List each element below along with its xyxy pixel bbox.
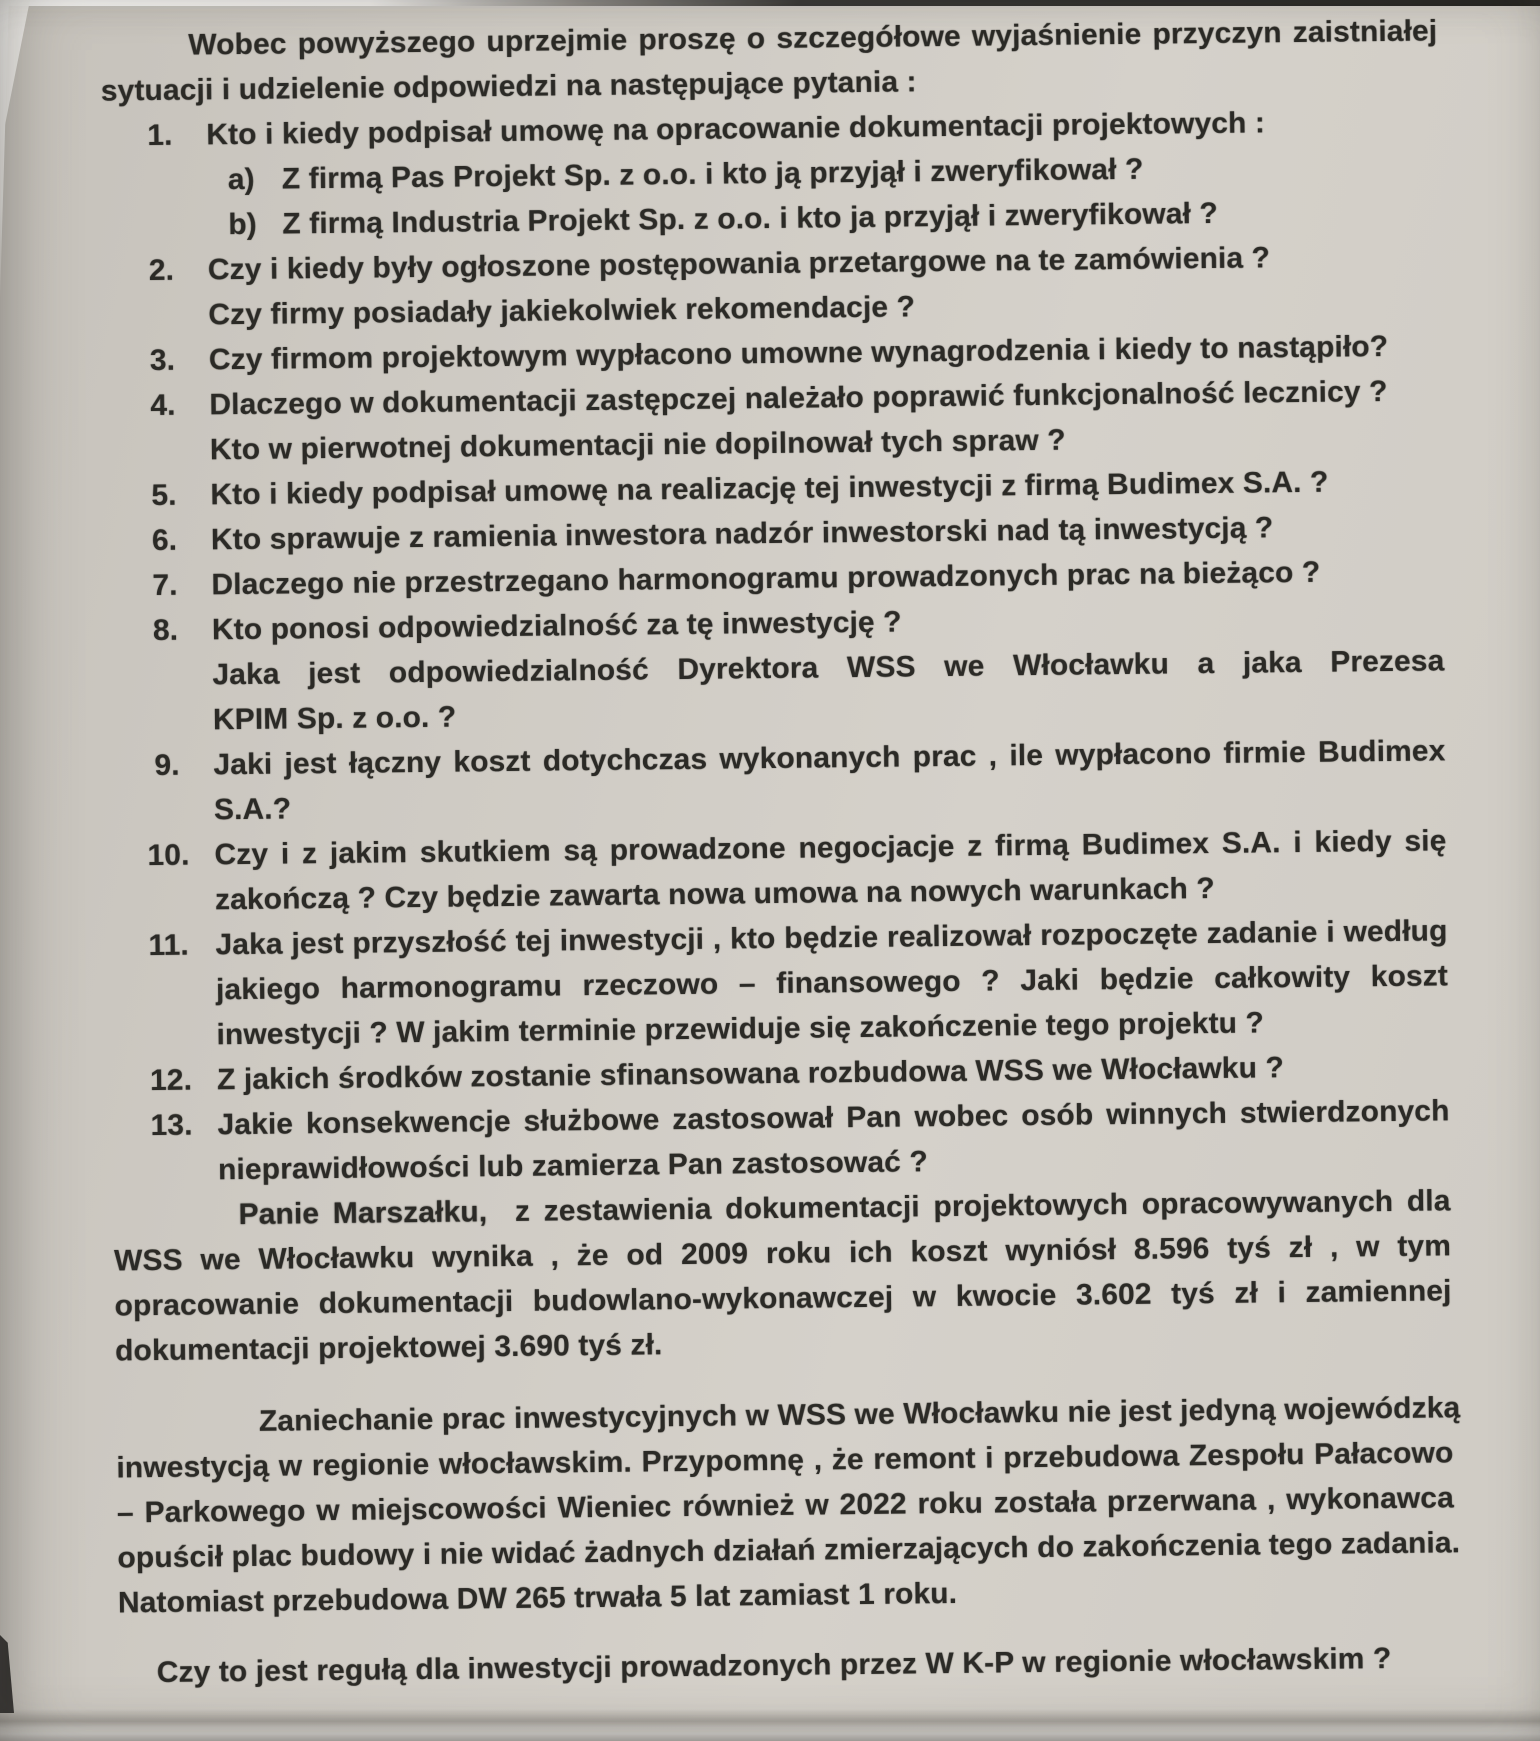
question-item-4 bbox=[104, 368, 1442, 473]
question-number: 13. bbox=[150, 1108, 193, 1143]
question-number: 1. bbox=[147, 118, 173, 153]
paragraph-marszalku-line-2: WSS we Włocławku wynika , że od 2009 roku ich koszt wyniósł 8.596 tyś zł , w tym bbox=[113, 1229, 1452, 1278]
question-line: nieprawidłowości lub zamierza Pan zastosować ? bbox=[217, 1145, 928, 1187]
question-line: Jaki jest łączny koszt dotychczas wykonanych prac , ile wypłacono firmie Budimex bbox=[213, 734, 1446, 782]
question-number: 12. bbox=[149, 1063, 193, 1098]
paragraph-zaniechanie-line-5: Natomiast przebudowa DW 265 trwała 5 lat zamiast 1 roku. bbox=[117, 1576, 958, 1620]
paragraph-zaniechanie bbox=[116, 1385, 1461, 1625]
subitem-text: Z firmą Pas Projekt Sp. z o.o. i kto ją przyjął i zweryfikował ? bbox=[281, 152, 1144, 196]
question-line: Kto ponosi odpowiedzialność za tę inwestycję ? bbox=[211, 605, 902, 647]
question-item-2 bbox=[103, 233, 1441, 338]
question-number: 6. bbox=[151, 523, 178, 558]
question-line: Dlaczego w dokumentacji zastępczej należało poprawić funkcjonalność lecznicy ? bbox=[209, 375, 1388, 422]
question-line: Z jakich środków zostanie sfinansowana rozbudowa WSS we Włocławku ? bbox=[216, 1051, 1285, 1097]
question-item-11 bbox=[110, 908, 1448, 1058]
question-number: 7. bbox=[152, 568, 178, 603]
paragraph-marszalku bbox=[113, 1178, 1452, 1373]
question-number: 2. bbox=[148, 253, 175, 288]
photo-corner-bottom-left bbox=[0, 1635, 14, 1713]
question-line: Kto i kiedy podpisał umowę na realizację tej inwestycji z firmą Budimex S.A. ? bbox=[210, 465, 1329, 512]
question-number: 3. bbox=[149, 343, 176, 378]
question-line: Kto w pierwotnej dokumentacji nie dopilnował tych spraw ? bbox=[209, 423, 1066, 467]
question-number: 8. bbox=[152, 613, 179, 648]
photo-edge-top bbox=[0, 0, 1540, 6]
paragraph-marszalku-line-3: opracowanie dokumentacji budowlano-wykonawczej w kwocie 3.602 tyś zł i zamiennej bbox=[114, 1274, 1452, 1323]
question-line: Czy firmom projektowym wypłacono umowne wynagrodzenia i kiedy to nastąpiło? bbox=[208, 329, 1389, 377]
question-line: zakończą ? Czy będzie zawarta nowa umowa na nowych warunkach ? bbox=[214, 871, 1215, 917]
question-line: inwestycji ? W jakim terminie przewiduje się zakończenie tego projektu ? bbox=[216, 1006, 1265, 1052]
subitem-marker: b) bbox=[228, 207, 258, 242]
photo-edge-bottom bbox=[0, 1709, 1540, 1741]
question-line: Kto i kiedy podpisał umowę na opracowanie dokumentacji projektowych : bbox=[206, 106, 1266, 152]
subitem-text: Z firmą Industria Projekt Sp. z o.o. i kto ja przyjął i zweryfikował ? bbox=[282, 196, 1219, 241]
paragraph-zaniechanie-line-2: inwestycją w regionie włocławskim. Przypomnę , że remont i przebudowa Zespołu Pałacowo bbox=[116, 1436, 1454, 1485]
question-number: 11. bbox=[148, 928, 190, 963]
paragraph-marszalku-line-4: dokumentacji projektowej 3.690 tyś zł. bbox=[114, 1328, 663, 1368]
document-content bbox=[100, 8, 1461, 1695]
question-number: 10. bbox=[147, 838, 190, 873]
question-line: Czy i z jakim skutkiem są prowadzone negocjacje z firmą Budimex S.A. i kiedy się bbox=[214, 824, 1447, 872]
question-line: Jaka jest odpowiedzialność Dyrektora WSS we Włocławku a jaka Prezesa bbox=[212, 644, 1445, 692]
subitem-marker: a) bbox=[227, 162, 255, 197]
paragraph-zaniechanie-line-4: opuścił plac budowy i nie widać żadnych działań zmierzających do zakończenia tego zadania. bbox=[117, 1526, 1461, 1575]
question-item-8 bbox=[107, 593, 1445, 743]
question-line: Czy firmy posiadały jakiekolwiek rekomendacje ? bbox=[208, 290, 916, 332]
question-line: S.A.? bbox=[213, 792, 292, 827]
question-item-10 bbox=[109, 818, 1447, 923]
question-line: Jaka jest przyszłość tej inwestycji , kto będzie realizował rozpoczęte zadanie i według bbox=[215, 914, 1448, 962]
question-list bbox=[101, 98, 1450, 1193]
question-line: Jakie konsekwencje służbowe zastosował Pan wobec osób winnych stwierdzonych bbox=[217, 1094, 1450, 1142]
question-line: Czy i kiedy były ogłoszone postępowania przetargowe na te zamówienia ? bbox=[207, 241, 1271, 287]
marszalku-line-1-rest: z zestawienia dokumentacji projektowych opracowywanych dla bbox=[514, 1184, 1451, 1228]
closing-question: Czy to jest regułą dla inwestycji prowadzonych przez W K-P w regionie włocławskim ? bbox=[156, 1642, 1392, 1690]
marszalku-lead: Panie Marszałku, bbox=[238, 1195, 488, 1232]
question-number: 9. bbox=[154, 748, 180, 783]
question-number: 4. bbox=[150, 388, 176, 423]
intro-paragraph bbox=[100, 8, 1438, 113]
question-line: KPIM Sp. z o.o. ? bbox=[212, 700, 457, 737]
question-line: jakiego harmonogramu rzeczowo – finansowego ? Jaki będzie całkowity koszt bbox=[215, 959, 1449, 1007]
intro-line-2: sytuacji i udzielenie odpowiedzi na następujące pytania : bbox=[100, 65, 917, 108]
question-line: Dlaczego nie przestrzegano harmonogramu prowadzonych prac na bieżąco ? bbox=[211, 555, 1321, 602]
paragraph-zaniechanie-line-1: Zaniechanie prac inwestycyjnych w WSS we Włocławku nie jest jedyną wojewódzką bbox=[258, 1391, 1461, 1438]
paragraph-zaniechanie-line-3: – Parkowego w miejscowości Wieniec również w 2022 roku została przerwana , wykonawca bbox=[116, 1481, 1455, 1530]
question-item-13 bbox=[112, 1088, 1450, 1193]
question-number: 5. bbox=[151, 478, 177, 513]
question-line: Kto sprawuje z ramienia inwestora nadzór inwestorski nad tą inwestycją ? bbox=[210, 511, 1274, 557]
question-item-9 bbox=[108, 728, 1446, 833]
intro-line-1: Wobec powyższego uprzejmie proszę o szczegółowe wyjaśnienie przyczyn zaistniałej bbox=[188, 14, 1438, 62]
